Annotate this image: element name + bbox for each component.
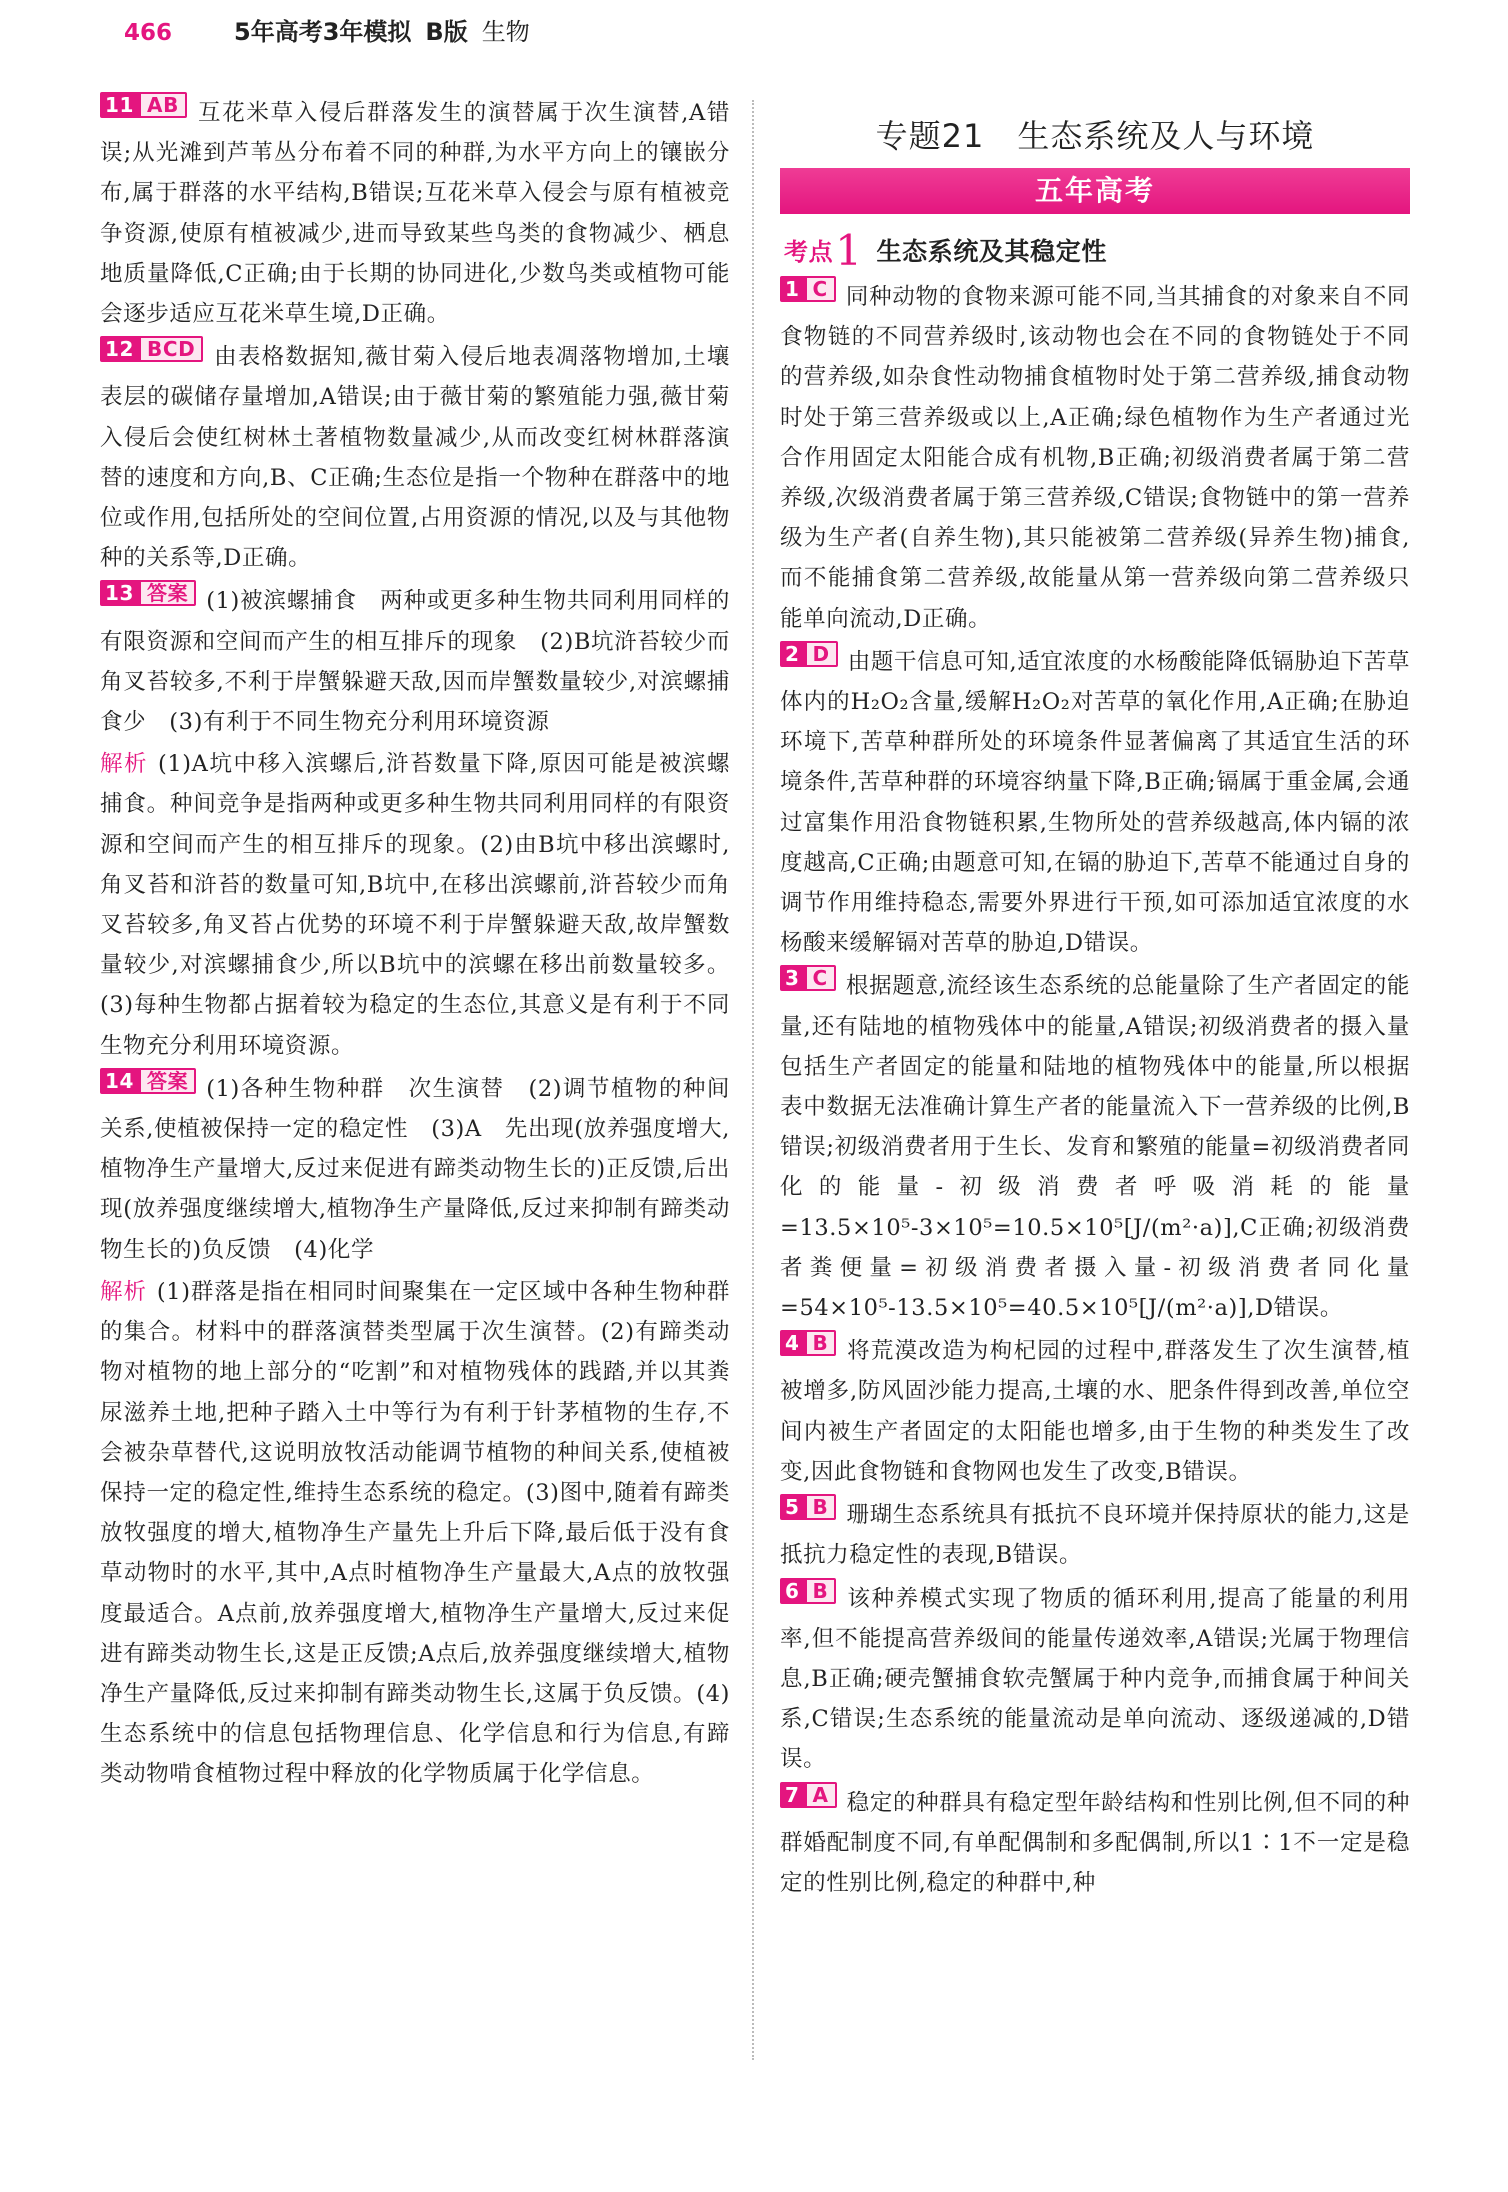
question-number: 13	[100, 580, 139, 606]
answer-item	[100, 580, 730, 742]
question-number: 1	[780, 276, 805, 302]
left-column	[100, 92, 730, 1797]
answer-item	[100, 1068, 730, 1270]
question-badge	[780, 276, 836, 302]
answer-text: 珊瑚生态系统具有抵抗不良环境并保持原状的能力,这是抵抗力稳定性的表现,B错误。	[780, 1502, 1410, 1569]
answer-text: 该种养模式实现了物质的循环利用,提高了能量的利用率,但不能提高营养级间的能量传递效率,A错误;光属于物理信息,B正确;硬壳蟹捕食软壳蟹属于种内竞争,而捕食属于种间关系,C错误;生态系统的能量流动是单向流动、逐级递减的,D错误。	[780, 1585, 1410, 1773]
answer-key: A	[805, 1782, 837, 1808]
answer-item	[100, 336, 730, 578]
question-number: 14	[100, 1068, 139, 1094]
answer-key: B	[805, 1330, 837, 1356]
question-number: 11	[100, 92, 139, 118]
right-column	[780, 112, 1410, 1905]
explanation-text: (1)群落是指在相同时间聚集在一定区域中各种生物种群的集合。材料中的群落演替类型属于次生演替。(2)有蹄类动物对植物的地上部分的“吃割”和对植物残体的践踏,并以其粪尿滋养土地,把种子踏入土中等行为有利于针茅植物的生存,不会被杂草替代,这说明放牧活动能调节植物的种间关系,使植被保持一定的稳定性,维持生态系统的稳定。(3)图中,随着有蹄类放牧强度的增大,植物净生产量先上升后下降,最后低于没有食草动物时的水平,其中,A点时植物净生产量最大,A点的放牧强度最适合。A点前,放养强度增大,植物净生产量增大,反过来促进有蹄类动物生长,这是正反馈;A点后,放养强度继续增大,植物净生产量降低,反过来抑制有蹄类动物生长,这属于负反馈。(4)生态系统中的信息包括物理信息、化学信息和行为信息,有蹄类动物啃食植物过程中释放的化学物质属于化学信息。	[100, 1278, 730, 1788]
question-number: 4	[780, 1330, 805, 1356]
question-number: 2	[780, 641, 805, 667]
page-number: 466	[124, 20, 173, 46]
answer-text: 由题干信息可知,适宜浓度的水杨酸能降低镉胁迫下苦草体内的H₂O₂含量,缓解H₂O₂对苦草的氧化作用,A正确;在胁迫环境下,苦草种群所处的环境条件显著偏离了其适宜生活的环境条件,苦草种群的环境容纳量下降,B正确;镉属于重金属,会通过富集作用沿食物链积累,生物所处的营养级越高,体内镉的浓度越高,C正确;由题意可知,在镉的胁迫下,苦草不能通过自身的调节作用维持稳态,需要外界进行干预,如可添加适宜浓度的水杨酸来缓解镉对苦草的胁迫,D错误。	[780, 648, 1410, 957]
answer-text: 互花米草入侵后群落发生的演替属于次生演替,A错误;从光滩到芦苇丛分布着不同的种群,为水平方向上的镶嵌分布,属于群落的水平结构,B错误;互花米草入侵会与原有植被竞争资源,使原有植被减少,进而导致某些鸟类的食物减少、栖息地质量降低,C正确;由于长期的协同进化,少数鸟类或植物可能会逐步适应互花米草生境,D正确。	[100, 100, 730, 328]
answer-key: 答案	[139, 580, 196, 606]
kaodian-title: 生态系统及其稳定性	[876, 236, 1107, 266]
answer-item	[780, 276, 1410, 639]
explanation	[100, 744, 730, 1066]
answer-text: 稳定的种群具有稳定型年龄结构和性别比例,但不同的种群婚配制度不同,有单配偶制和多配偶制,所以1∶1不一定是稳定的性别比例,稳定的种群中,种	[780, 1789, 1410, 1896]
answer-key: C	[805, 276, 836, 302]
answer-item	[780, 965, 1410, 1328]
question-badge	[780, 641, 838, 667]
question-badge	[780, 1782, 837, 1808]
answer-item	[780, 1330, 1410, 1492]
answer-key: C	[805, 965, 836, 991]
answer-key: 答案	[139, 1068, 196, 1094]
explanation	[100, 1272, 730, 1795]
question-badge	[780, 1494, 836, 1520]
answer-text: 将荒漠改造为枸杞园的过程中,群落发生了次生演替,植被增多,防风固沙能力提高,土壤的水、肥条件得到改善,单位空间内被生产者固定的太阳能也增多,由于生物的种类发生了改变,因此食物链和食物网也发生了改变,B错误。	[780, 1338, 1410, 1485]
question-number: 7	[780, 1782, 805, 1808]
subject-label: 生物	[481, 18, 530, 46]
answer-text: (1)被滨螺捕食 两种或更多种生物共同利用同样的有限资源和空间而产生的相互排斥的现象 (2)B坑浒苔较少而角叉苔较多,不利于岸蟹躲避天敌,因而岸蟹数量较少,对滨螺捕食少 (3)有利于不同生物充分利用环境资源	[100, 588, 730, 736]
answer-item	[100, 92, 730, 334]
answer-key: B	[805, 1578, 837, 1604]
answer-text: 由表格数据知,薇甘菊入侵后地表凋落物增加,土壤表层的碳储存量增加,A错误;由于薇甘菊的繁殖能力强,薇甘菊入侵后会使红树林土著植物数量减少,从而改变红树林群落演替的速度和方向,B、C正确;生态位是指一个物种在群落中的地位或作用,包括所处的空间位置,占用资源的情况,以及与其他物种的关系等,D正确。	[100, 344, 730, 572]
question-badge	[100, 1068, 196, 1094]
question-number: 5	[780, 1494, 805, 1520]
answer-text: 根据题意,流经该生态系统的总能量除了生产者固定的能量,还有陆地的植物残体中的能量,A错误;初级消费者的摄入量包括生产者固定的能量和陆地的植物残体中的能量,所以根据表中数据无法准确计算生产者的能量流入下一营养级的比例,B错误;初级消费者用于生长、发育和繁殖的能量=初级消费者同化的能量-初级消费者呼吸消耗的能量=13.5×10⁵-3×10⁵=10.5×10⁵[J/(m²·a)],C正确;初级消费者粪便量=初级消费者摄入量-初级消费者同化量=54×10⁵-13.5×10⁵=40.5×10⁵[J/(m²·a)],D错误。	[780, 973, 1410, 1322]
explanation-label: 解析	[100, 751, 149, 778]
explanation-label: 解析	[100, 1278, 147, 1305]
question-badge	[780, 1578, 836, 1604]
answer-key: D	[805, 641, 838, 667]
question-badge	[100, 92, 187, 118]
answer-item	[780, 1578, 1410, 1780]
answer-key: AB	[139, 92, 187, 118]
answer-text: 同种动物的食物来源可能不同,当其捕食的对象来自不同食物链的不同营养级时,该动物也会在不同的食物链处于不同的营养级,如杂食性动物捕食植物时处于第二营养级,捕食动物时处于第三营养级或以上,A正确;绿色植物作为生产者通过光合作用固定太阳能合成有机物,B正确;初级消费者属于第二营养级,次级消费者属于第三营养级,C错误;食物链中的第一营养级为生产者(自养生物),其只能被第二营养级(异养生物)捕食,而不能捕食第二营养级,故能量从第一营养级向第二营养级只能单向流动,D正确。	[780, 284, 1410, 632]
question-badge	[100, 580, 196, 606]
answer-item	[780, 1782, 1410, 1904]
kaodian-label: 考点	[784, 237, 834, 266]
question-number: 12	[100, 336, 139, 362]
book-title: 5年高考3年模拟	[234, 18, 412, 46]
answer-text: (1)各种生物种群 次生演替 (2)调节植物的种间关系,使植被保持一定的稳定性 (3)A 先出现(放养强度增大,植物净生产量增大,反过来促进有蹄类动物生长的)正反馈,后出现(放养强度继续增大,植物净生产量降低,反过来抑制有蹄类动物生长的)负反馈 (4)化学	[100, 1075, 730, 1263]
kaodian-number: 1	[835, 226, 863, 275]
kaodian-heading	[784, 226, 1410, 275]
section-banner: 五年高考	[780, 168, 1410, 214]
answer-item	[780, 1494, 1410, 1575]
question-badge	[100, 336, 203, 362]
edition-label: B版	[425, 18, 468, 46]
question-number: 3	[780, 965, 805, 991]
answer-key: BCD	[139, 336, 203, 362]
question-number: 6	[780, 1578, 805, 1604]
topic-title: 专题21 生态系统及人与环境	[875, 117, 1315, 155]
page-header	[124, 12, 530, 52]
question-badge	[780, 965, 836, 991]
question-badge	[780, 1330, 836, 1356]
answer-key: B	[805, 1494, 837, 1520]
column-divider	[752, 100, 754, 2060]
explanation-text: (1)A坑中移入滨螺后,浒苔数量下降,原因可能是被滨螺捕食。种间竞争是指两种或更多种生物共同利用同样的有限资源和空间而产生的相互排斥的现象。(2)由B坑中移出滨螺时,角叉苔和浒苔的数量可知,B坑中,在移出滨螺前,浒苔较少而角叉苔较多,角叉苔占优势的环境不利于岸蟹躲避天敌,故岸蟹数量较少,对滨螺捕食少,所以B坑中的滨螺在移出前数量较多。(3)每种生物都占据着较为稳定的生态位,其意义是有利于不同生物充分利用环境资源。	[100, 751, 730, 1059]
answer-item	[780, 641, 1410, 964]
